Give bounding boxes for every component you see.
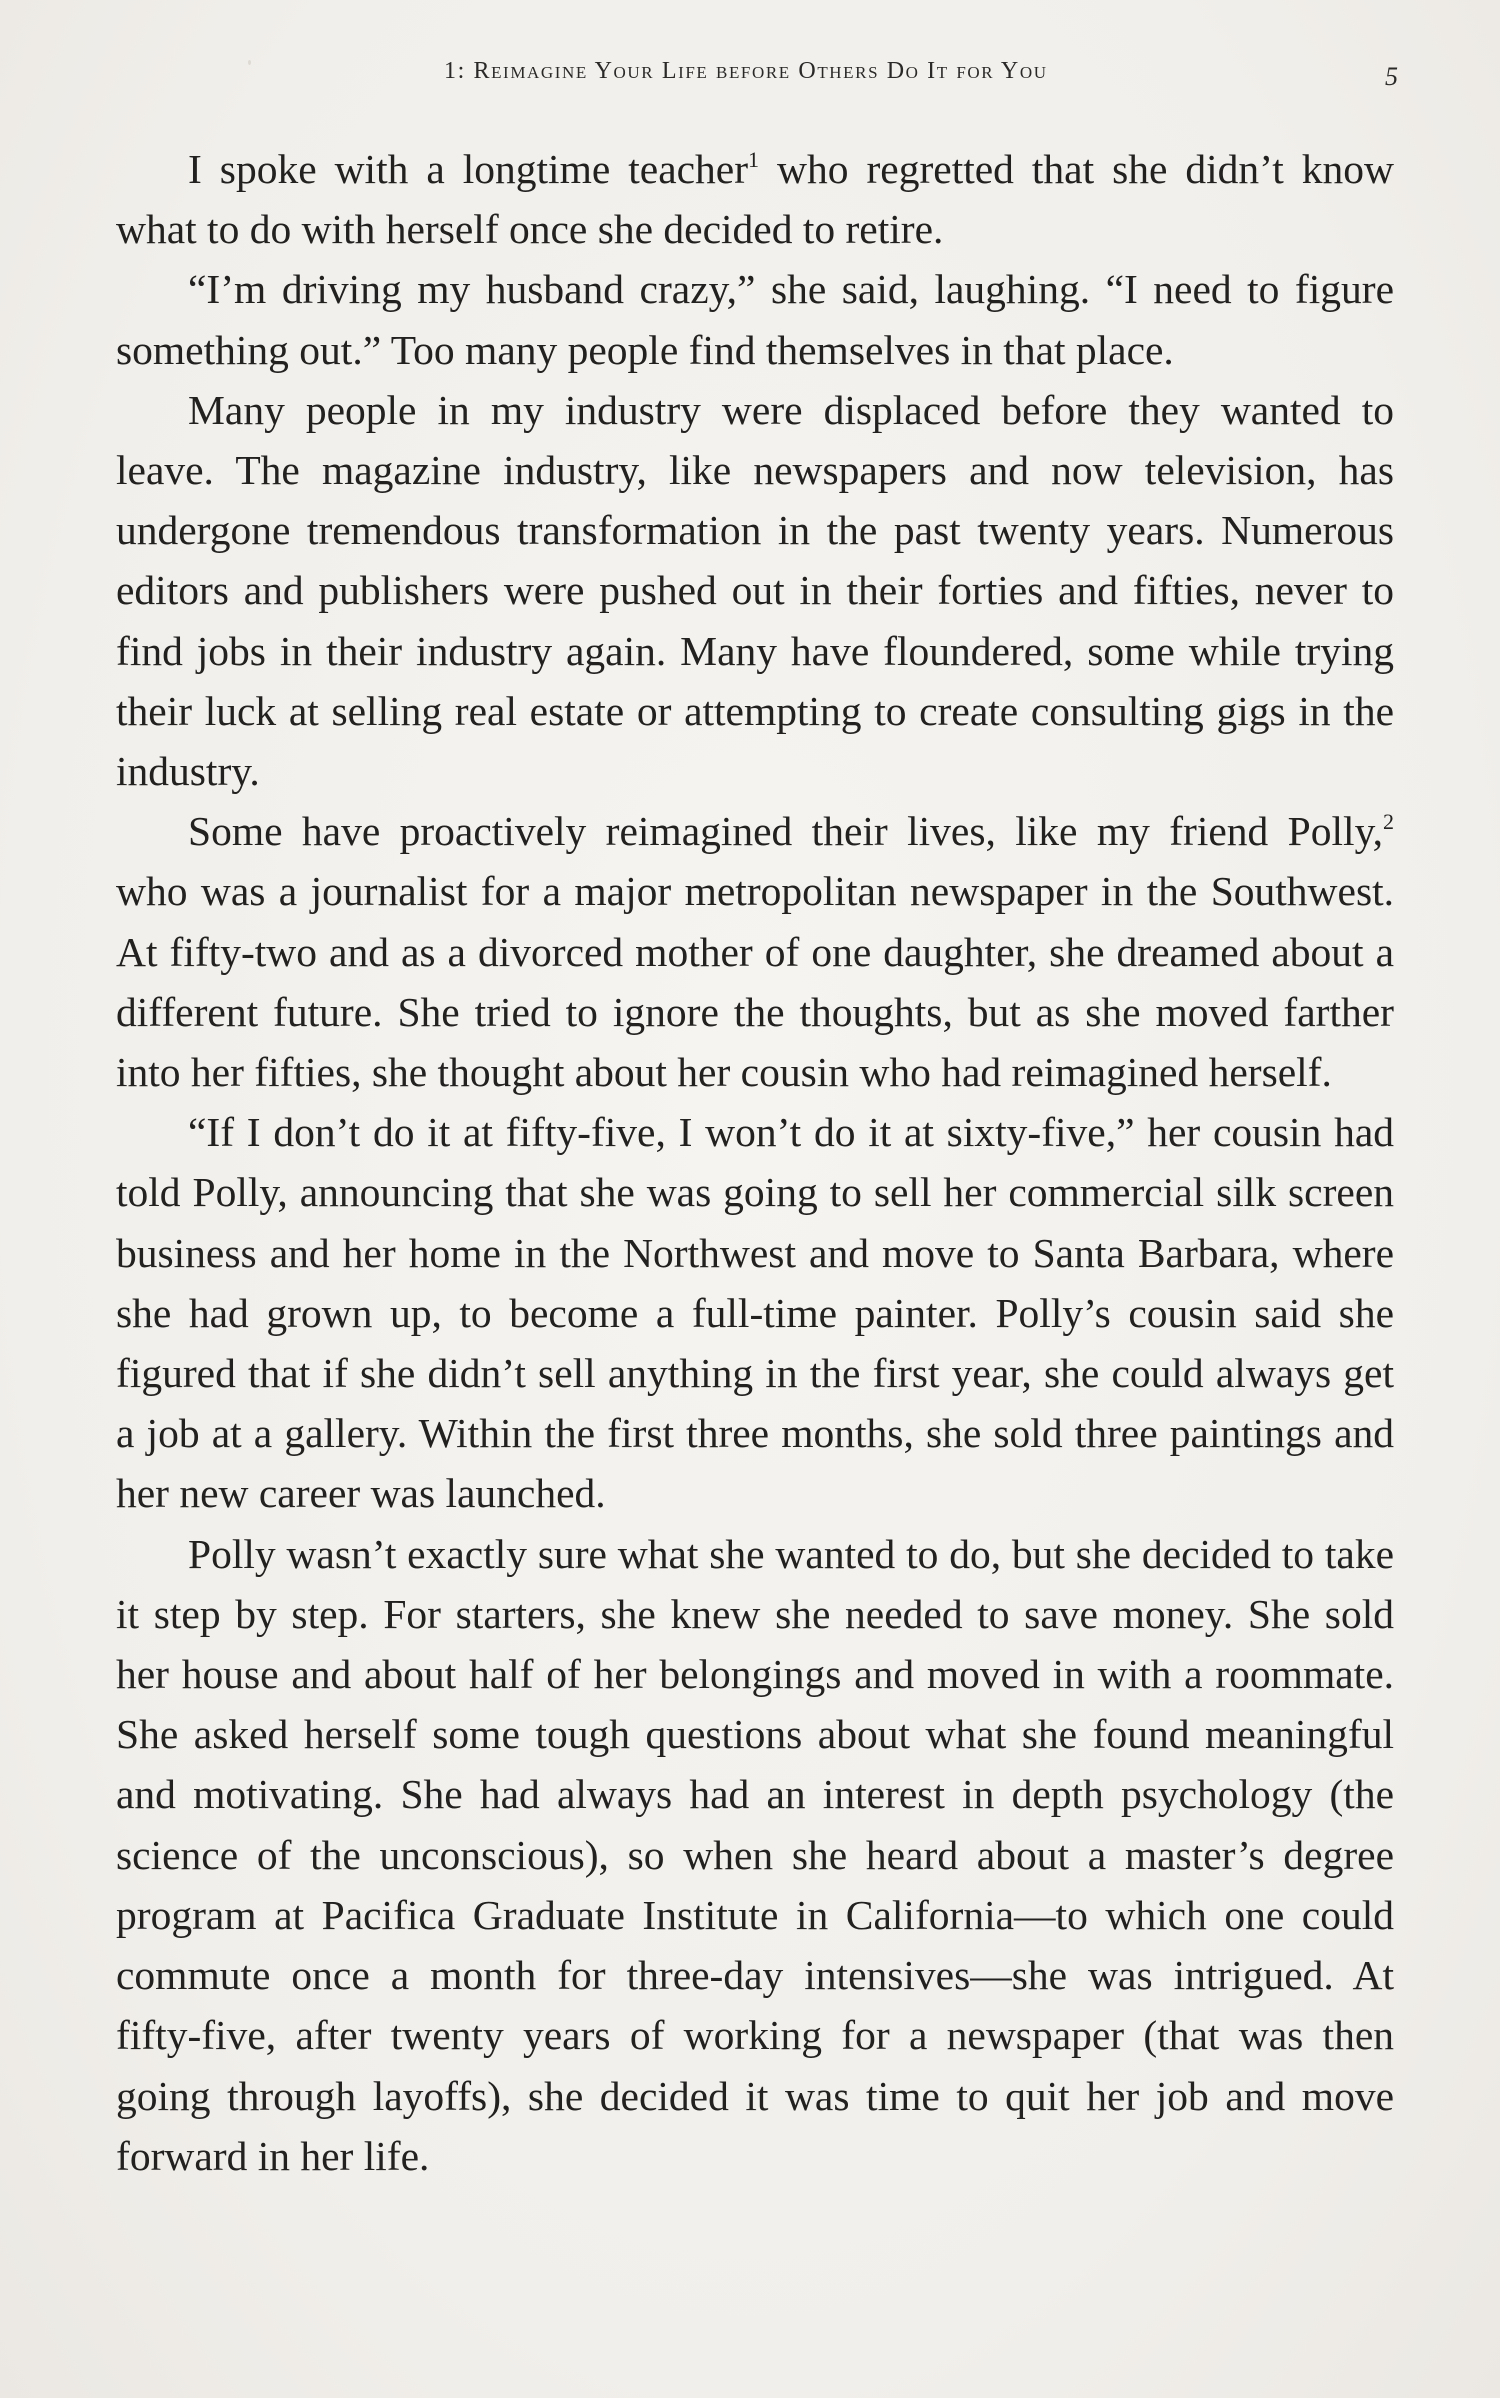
running-header xyxy=(0,58,1500,98)
paragraph-text: who regretted that she didn’t know what to do with herself once she decided to retire. xyxy=(116,146,1394,253)
footnote-ref-2: 2 xyxy=(1383,809,1394,835)
paragraph-cousin: “If I don’t do it at fifty-five, I won’t do it at sixty-five,” her cousin had told Polly, announcing that she was going to sell her commercial silk screen business and her home in the Northwest and move to Santa Barbara, where she had grown up, to become a full-time painter. Polly’s cousin said she figured that if she didn’t sell anything in the first year, she could always get a job at a gallery. Within the first three months, she sold three paintings and her new career was launched. xyxy=(116,1109,1394,1517)
paragraph-text: who was a journalist for a major metropolitan newspaper in the Southwest. At fifty-two and as a divorced mother of one daughter, she dreamed about a different future. She tried to ignore the thoughts, but as she moved farther into her fifties, she thought about her cousin who had reimagined herself. xyxy=(116,868,1394,1096)
body-text xyxy=(116,139,1394,2186)
running-title: 1: Reimagine Your Life before Others Do It for You xyxy=(444,58,1048,84)
paragraph-teacher xyxy=(116,139,1394,259)
paragraph-quote-husband: “I’m driving my husband crazy,” she said, laughing. “I need to figure something out.” Too many people find themselves in that place. xyxy=(116,266,1394,373)
footnote-ref-1: 1 xyxy=(748,147,760,172)
paragraph-polly-plan: Polly wasn’t exactly sure what she wanted to do, but she decided to take it step by step. For starters, she knew she needed to save money. She sold her house and about half of her belongings and moved in with a roommate. She asked herself some tough questions about what she found meaningful and motivating. She had always had an interest in depth psychology (the science of the unconscious), so when she heard about a master’s degree program at Pacifica Graduate Institute in California—to which one could commute once a month for three-day intensives—she was intrigued. At fifty-five, after twenty years of working for a newspaper (that was then going through layoffs), she decided it was time to quit her job and move forward in her life. xyxy=(116,1530,1394,2179)
paragraph-text: Some have proactively reimagined their lives, like my friend Polly, xyxy=(188,808,1383,855)
page-number: 5 xyxy=(1385,62,1398,91)
paragraph-text: I spoke with a longtime teacher xyxy=(188,146,749,192)
paragraph-industry: Many people in my industry were displaced before they wanted to leave. The magazine industry, like newspapers and now television, has undergone tremendous transformation in the past twenty years. Numerous editors and publishers were pushed out in their forties and fifties, never to find jobs in their industry again. Many have floundered, some while trying their luck at selling real estate or attempting to create consulting gigs in the industry. xyxy=(116,386,1394,795)
paragraph-polly xyxy=(116,801,1394,1102)
